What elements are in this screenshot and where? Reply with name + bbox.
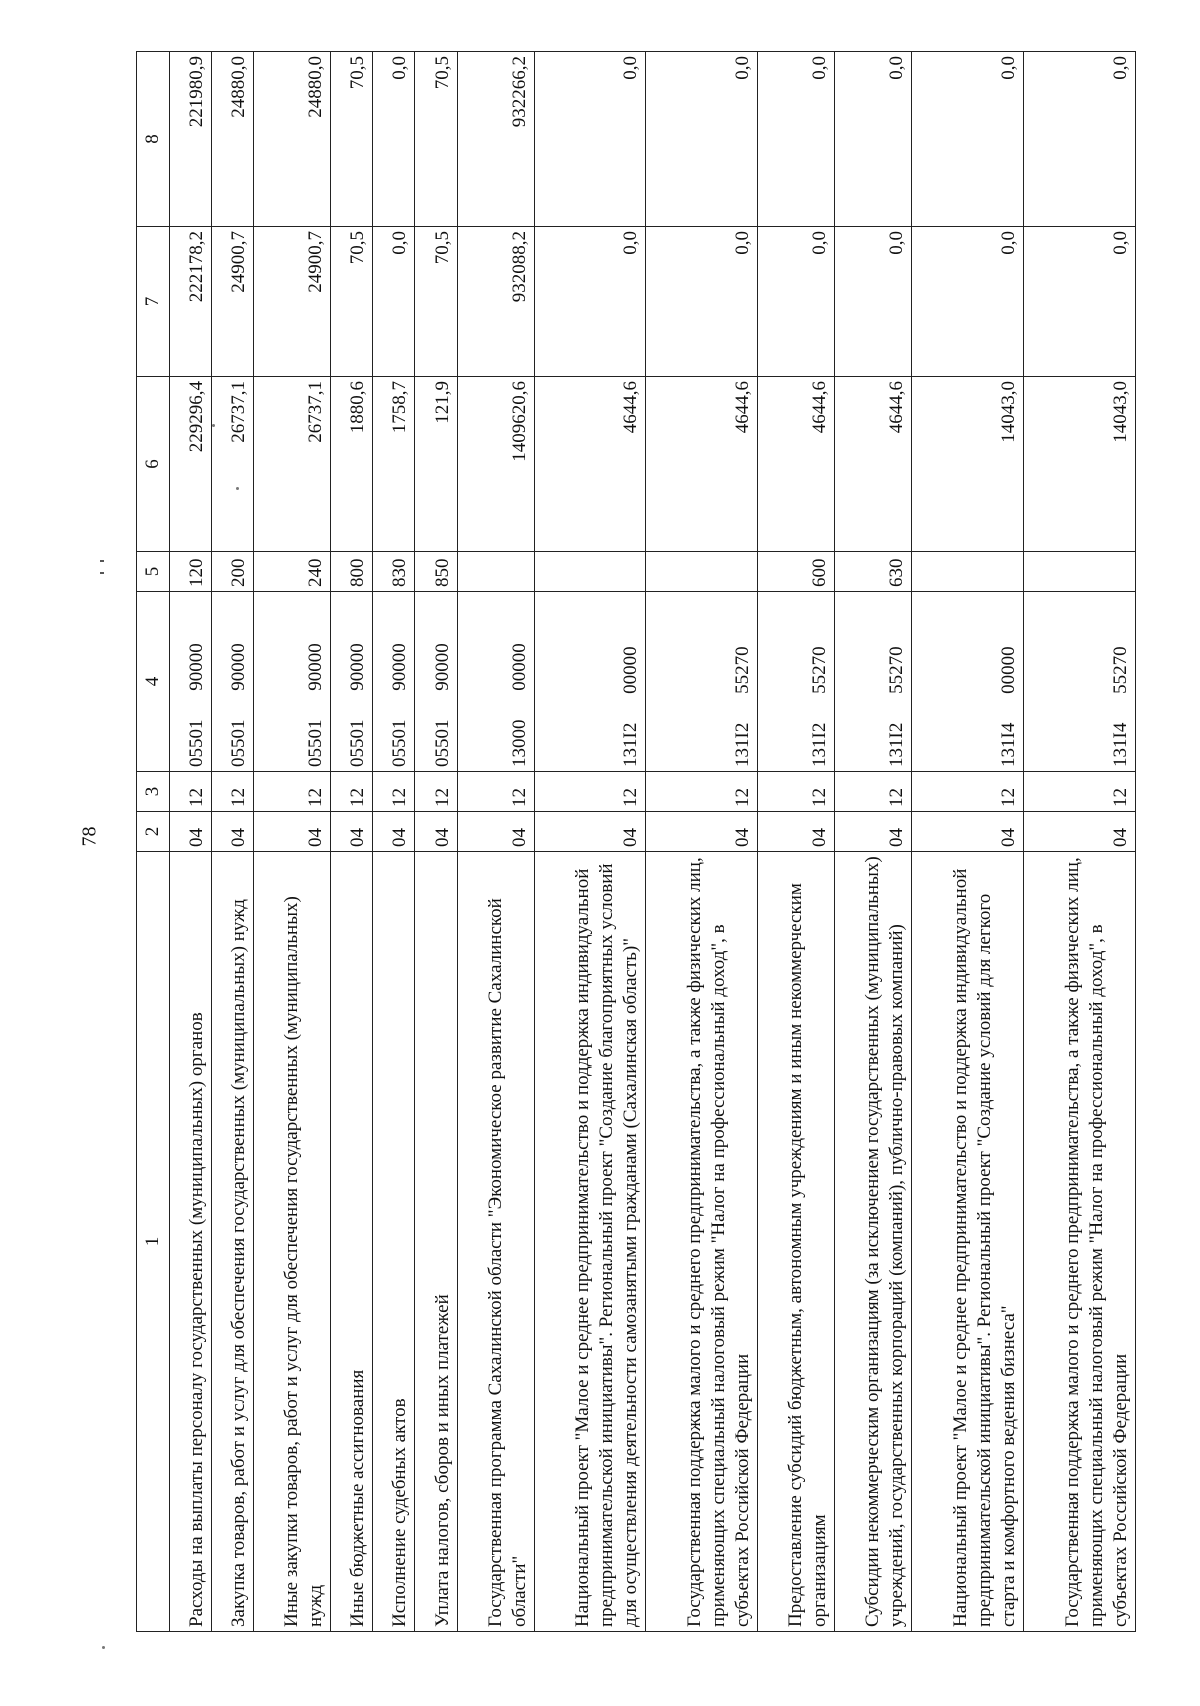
amount-col8: 0,0: [835, 52, 912, 227]
amount-col8: 0,0: [758, 52, 835, 227]
row-description: Уплата налогов, сборов и иных платежей: [415, 852, 457, 1632]
header-cell-3: 3: [137, 772, 170, 812]
scan-mark: [100, 572, 104, 574]
budget-table: [136, 51, 1136, 1632]
section-code: 04: [1024, 812, 1136, 852]
row-description: Государственная программа Сахалинской области "Экономическое развитие Сахалинской области": [457, 852, 534, 1632]
target-article-code: 05501 90000: [415, 592, 457, 772]
header-cell-2: 2: [137, 812, 170, 852]
amount-col6: 26737,1: [212, 377, 254, 552]
section-code: 04: [835, 812, 912, 852]
subsection-code: 12: [331, 772, 373, 812]
row-description: Исполнение судебных актов: [373, 852, 415, 1632]
amount-col8: 0,0: [1024, 52, 1136, 227]
table-row: [835, 52, 912, 1632]
expense-type-code: 630: [835, 552, 912, 592]
amount-col7: 24900,7: [254, 227, 331, 377]
amount-col7: 0,0: [912, 227, 1024, 377]
scan-speck: [212, 424, 215, 427]
target-article-code: 05501 90000: [212, 592, 254, 772]
expense-type-code: 600: [758, 552, 835, 592]
table-row: [646, 52, 758, 1632]
target-article-code: 131I4 00000: [912, 592, 1024, 772]
expense-type-code: 120: [170, 552, 212, 592]
amount-col7: 222178,2: [170, 227, 212, 377]
amount-col7: 0,0: [534, 227, 646, 377]
amount-col6: 4644,6: [835, 377, 912, 552]
amount-col6: 4644,6: [534, 377, 646, 552]
amount-col6: 14043,0: [912, 377, 1024, 552]
scan-mark: [100, 560, 104, 562]
target-article-code: 131I2 55270: [646, 592, 758, 772]
expense-type-code: [1024, 552, 1136, 592]
section-code: 04: [415, 812, 457, 852]
table-row: [912, 52, 1024, 1632]
target-article-code: 131I2 55270: [835, 592, 912, 772]
expense-type-code: 850: [415, 552, 457, 592]
amount-col7: 932088,2: [457, 227, 534, 377]
amount-col7: 0,0: [758, 227, 835, 377]
subsection-code: 12: [646, 772, 758, 812]
table-row: [415, 52, 457, 1632]
amount-col6: 121,9: [415, 377, 457, 552]
header-cell-1: 1: [137, 852, 170, 1632]
table-row: [1024, 52, 1136, 1632]
row-description: Расходы на выплаты персоналу государственных (муниципальных) органов: [170, 852, 212, 1632]
amount-col7: 0,0: [1024, 227, 1136, 377]
scan-speck: [102, 1646, 105, 1649]
expense-type-code: [912, 552, 1024, 592]
table-row: [254, 52, 331, 1632]
amount-col7: 0,0: [835, 227, 912, 377]
table-row: [212, 52, 254, 1632]
target-article-code: 131I2 00000: [534, 592, 646, 772]
row-description: Закупка товаров, работ и услуг для обеспечения государственных (муниципальных) нужд: [212, 852, 254, 1632]
header-cell-6: 6: [137, 377, 170, 552]
header-cell-7: 7: [137, 227, 170, 377]
amount-col6: 1880,6: [331, 377, 373, 552]
amount-col8: 932266,2: [457, 52, 534, 227]
row-description: Национальный проект "Малое и среднее предпринимательство и поддержка индивидуальной предпринимательской инициативы". Региональный проект "Создание благоприятных условий для осуществления деятельности самозанятыми гражданами (Сахалинская область)": [534, 852, 646, 1632]
section-code: 04: [646, 812, 758, 852]
header-cell-4: 4: [137, 592, 170, 772]
table-row: [534, 52, 646, 1632]
amount-col8: 24880,0: [254, 52, 331, 227]
amount-col6: 1409620,6: [457, 377, 534, 552]
expense-type-code: 800: [331, 552, 373, 592]
section-code: 04: [212, 812, 254, 852]
amount-col8: 70,5: [415, 52, 457, 227]
expense-type-code: 200: [212, 552, 254, 592]
amount-col6: 229296,4: [170, 377, 212, 552]
section-code: 04: [912, 812, 1024, 852]
expense-type-code: [646, 552, 758, 592]
subsection-code: 12: [373, 772, 415, 812]
target-article-code: 05501 90000: [373, 592, 415, 772]
subsection-code: 12: [758, 772, 835, 812]
scan-speck: [236, 487, 239, 490]
subsection-code: 12: [415, 772, 457, 812]
amount-col6: 1758,7: [373, 377, 415, 552]
table-row: [373, 52, 415, 1632]
header-cell-5: 5: [137, 552, 170, 592]
row-description: Предоставление субсидий бюджетным, автономным учреждениям и иным некоммерческим организациям: [758, 852, 835, 1632]
row-description: Иные закупки товаров, работ и услуг для обеспечения государственных (муниципальных) нужд: [254, 852, 331, 1632]
amount-col8: 24880,0: [212, 52, 254, 227]
target-article-code: 05501 90000: [331, 592, 373, 772]
table-row: [457, 52, 534, 1632]
amount-col8: 0,0: [373, 52, 415, 227]
section-code: 04: [457, 812, 534, 852]
subsection-code: 12: [170, 772, 212, 812]
amount-col8: 70,5: [331, 52, 373, 227]
target-article-code: 131I2 55270: [758, 592, 835, 772]
expense-type-code: [457, 552, 534, 592]
section-code: 04: [758, 812, 835, 852]
expense-type-code: 240: [254, 552, 331, 592]
subsection-code: 12: [457, 772, 534, 812]
expense-type-code: 830: [373, 552, 415, 592]
row-description: Иные бюджетные ассигнования: [331, 852, 373, 1632]
amount-col6: 4644,6: [646, 377, 758, 552]
amount-col6: 26737,1: [254, 377, 331, 552]
target-article-code: 13000 00000: [457, 592, 534, 772]
section-code: 04: [534, 812, 646, 852]
amount-col6: 4644,6: [758, 377, 835, 552]
subsection-code: 12: [212, 772, 254, 812]
section-code: 04: [331, 812, 373, 852]
row-description: Субсидии некоммерческим организациям (за исключением государственных (муниципальных) учреждений, государственных корпораций (компаний), публично-правовых компаний): [835, 852, 912, 1632]
target-article-code: 05501 90000: [170, 592, 212, 772]
section-code: 04: [254, 812, 331, 852]
table-row: [758, 52, 835, 1632]
amount-col8: 0,0: [534, 52, 646, 227]
section-code: 04: [170, 812, 212, 852]
amount-col7: 0,0: [646, 227, 758, 377]
subsection-code: 12: [912, 772, 1024, 812]
amount-col8: 0,0: [646, 52, 758, 227]
header-cell-8: 8: [137, 52, 170, 227]
expense-type-code: [534, 552, 646, 592]
amount-col8: 0,0: [912, 52, 1024, 227]
amount-col7: 70,5: [415, 227, 457, 377]
table-row: [170, 52, 212, 1632]
rotated-page: [136, 52, 1136, 1632]
subsection-code: 12: [254, 772, 331, 812]
target-article-code: 131I4 55270: [1024, 592, 1136, 772]
subsection-code: 12: [1024, 772, 1136, 812]
row-description: Национальный проект "Малое и среднее предпринимательство и поддержка индивидуальной предпринимательской инициативы". Региональный проект "Создание условий для легкого старта и комфортного ведения бизнеса": [912, 852, 1024, 1632]
amount-col6: 14043,0: [1024, 377, 1136, 552]
target-article-code: 05501 90000: [254, 592, 331, 772]
section-code: 04: [373, 812, 415, 852]
subsection-code: 12: [835, 772, 912, 812]
table-row: [331, 52, 373, 1632]
header-row: [137, 52, 170, 1632]
page-number: 78: [78, 826, 101, 847]
subsection-code: 12: [534, 772, 646, 812]
amount-col8: 221980,9: [170, 52, 212, 227]
row-description: Государственная поддержка малого и среднего предпринимательства, а также физических лиц, применяющих специальный налоговый режим "Налог на профессиональный доход", в субъектах Российской Федерации: [1024, 852, 1136, 1632]
row-description: Государственная поддержка малого и среднего предпринимательства, а также физических лиц, применяющих специальный налоговый режим "Налог на профессиональный доход", в субъектах Российской Федерации: [646, 852, 758, 1632]
amount-col7: 70,5: [331, 227, 373, 377]
amount-col7: 0,0: [373, 227, 415, 377]
amount-col7: 24900,7: [212, 227, 254, 377]
budget-table-container: [136, 52, 1136, 1632]
